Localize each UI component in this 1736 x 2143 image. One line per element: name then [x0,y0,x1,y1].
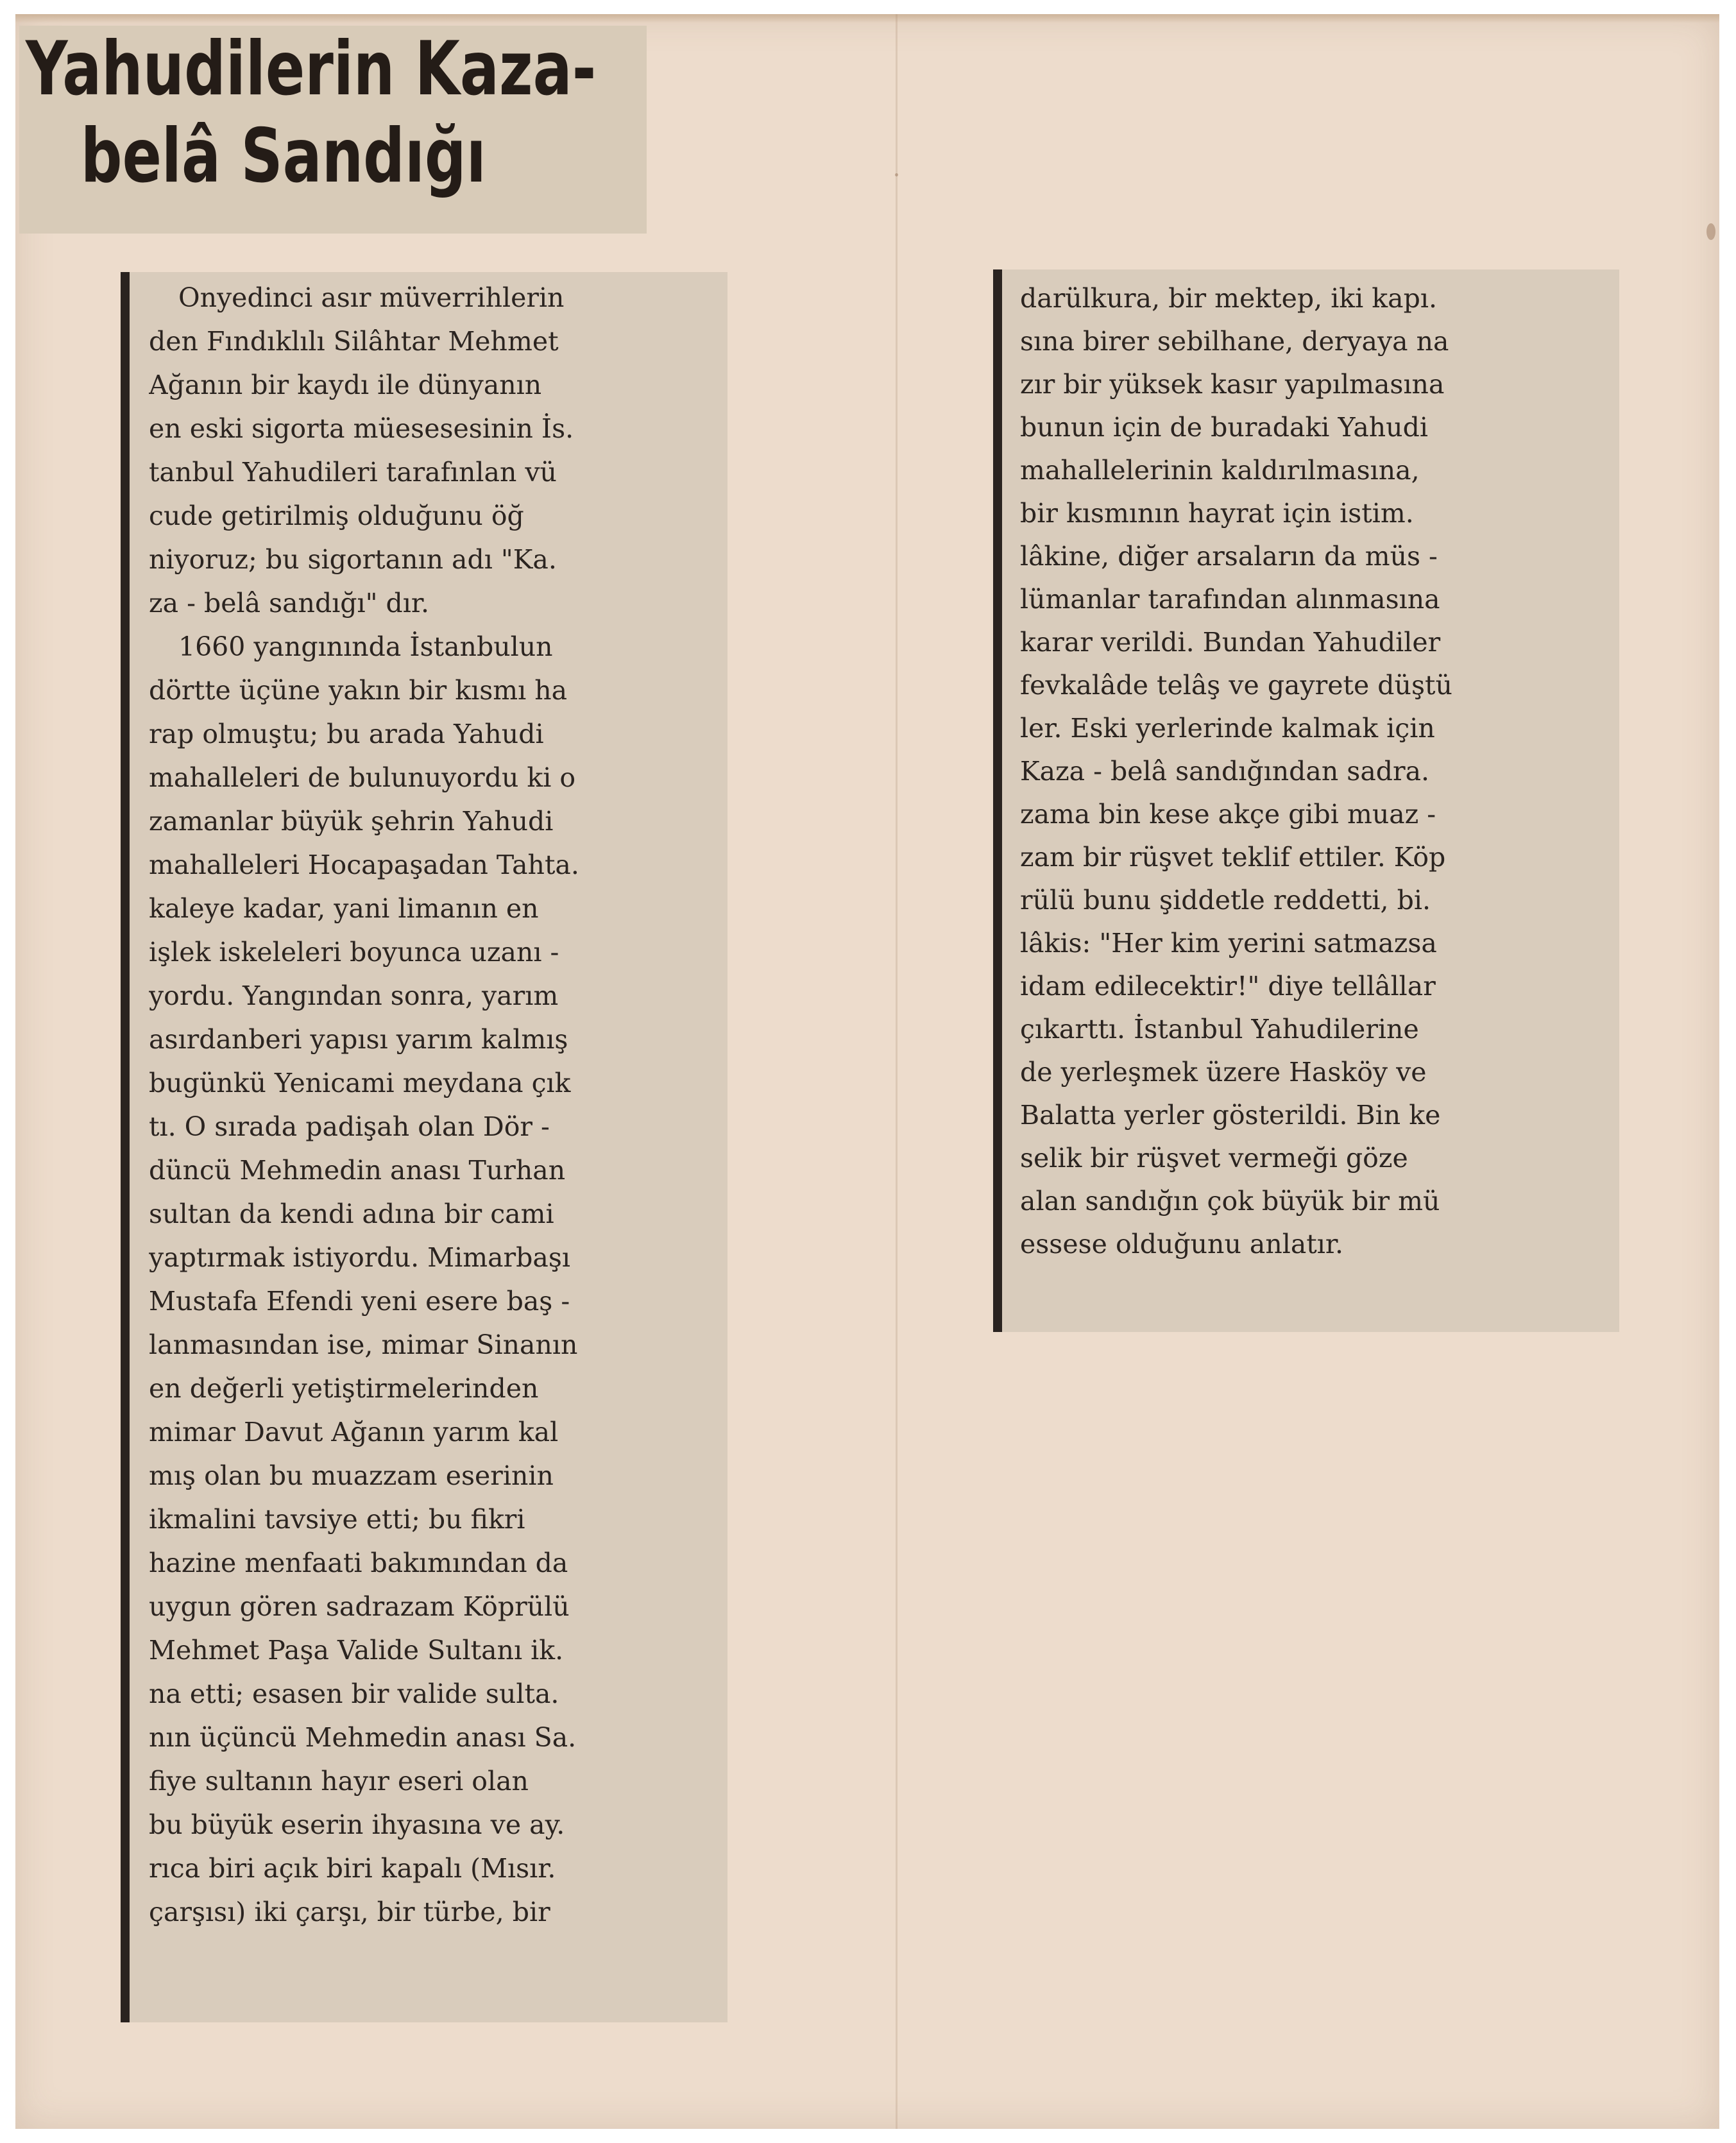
text-line: nın üçüncü Mehmedin anası Sa. [149,1722,577,1753]
text-line: asırdanberi yapısı yarım kalmış [149,1024,568,1055]
text-line: çıkarttı. İstanbul Yahudilerine [1020,1014,1419,1045]
left-column-clipping [121,272,728,2022]
text-line: rap olmuştu; bu arada Yahudi [149,719,544,749]
text-line: fevkalâde telâş ve gayrete düştü [1020,670,1452,701]
text-line: en eski sigorta müesesesinin İs. [149,413,574,444]
ink-stain [1706,223,1715,240]
text-line: sına birer sebilhane, deryaya na [1020,326,1449,357]
text-line: lanmasından ise, mimar Sinanın [149,1329,578,1360]
text-line: kaleye kadar, yani limanın en [149,893,539,924]
text-line: uygun gören sadrazam Köprülü [149,1591,570,1622]
text-line: selik bir rüşvet vermeği göze [1020,1143,1408,1174]
text-line: mahalleleri de bulunuyordu ki o [149,762,576,793]
text-line: lâkine, diğer arsaların da müs - [1020,541,1438,572]
headline-clipping [19,26,647,234]
text-line: zır bir yüksek kasır yapılmasına [1020,369,1445,400]
text-line: niyoruz; bu sigortanın adı "Ka. [149,544,557,575]
text-line: lümanlar tarafından alınmasına [1020,584,1440,615]
text-line: hazine menfaati bakımından da [149,1548,568,1578]
text-line: zamanlar büyük şehrin Yahudi [149,806,554,837]
left-column-text [149,276,707,1934]
text-line: cude getirilmiş olduğunu öğ [149,500,524,531]
text-line: bir kısmının hayrat için istim. [1020,498,1414,529]
text-line: mimar Davut Ağanın yarım kal [149,1417,559,1447]
text-line: bu büyük eserin ihyasına ve ay. [149,1809,565,1840]
ink-speck [895,173,898,176]
text-line: den Fındıklılı Silâhtar Mehmet [149,326,559,357]
text-line: Kaza - belâ sandığından sadra. [1020,756,1430,787]
column-rule [993,269,1002,1332]
paper-fold-line [896,14,898,2129]
text-line: idam edilecektir!" diye tellâllar [1020,971,1436,1002]
text-line: zam bir rüşvet teklif ettiler. Köp [1020,842,1446,873]
text-line: ler. Eski yerlerinde kalmak için [1020,713,1435,744]
text-line: sultan da kendi adına bir cami [149,1199,554,1229]
text-line: mış olan bu muazzam eserinin [149,1460,554,1491]
text-line: Mustafa Efendi yeni esere baş - [149,1286,570,1317]
text-line: Mehmet Paşa Valide Sultanı ik. [149,1635,564,1666]
text-line: Balatta yerler gösterildi. Bin ke [1020,1100,1441,1131]
text-line: zama bin kese akçe gibi muaz - [1020,799,1436,830]
column-rule [121,272,130,2022]
right-column-text [1020,277,1597,1266]
article-headline [26,26,596,200]
text-line: mahalleleri Hocapaşadan Tahta. [149,850,579,880]
text-line: en değerli yetiştirmelerinden [149,1373,539,1404]
text-line: yaptırmak istiyordu. Mimarbaşı [149,1242,571,1273]
paper-top-edge [15,14,1719,23]
text-line: düncü Mehmedin anası Turhan [149,1155,566,1186]
text-line: fiye sultanın hayır eseri olan [149,1766,529,1797]
text-line: bunun için de buradaki Yahudi [1020,412,1428,443]
text-line: yordu. Yangından sonra, yarım [149,980,559,1011]
text-line: işlek iskeleleri boyunca uzanı - [149,937,559,968]
text-line: rıca biri açık biri kapalı (Mısır. [149,1853,556,1884]
text-line: tanbul Yahudileri tarafınlan vü [149,457,557,488]
text-line: karar verildi. Bundan Yahudiler [1020,627,1441,658]
text-line: 1660 yangınında İstanbulun [178,631,553,662]
text-line: essese olduğunu anlatır. [1020,1229,1344,1259]
text-line: lâkis: "Her kim yerini satmazsa [1020,928,1437,959]
headline-line-1: Yahudilerin Kaza- [26,26,597,112]
text-line: tı. O sırada padişah olan Dör - [149,1111,550,1142]
text-line: rülü bunu şiddetle reddetti, bi. [1020,885,1431,916]
text-line: na etti; esasen bir valide sulta. [149,1678,559,1709]
text-line: alan sandığın çok büyük bir mü [1020,1186,1440,1217]
headline-line-2: belâ Sandığı [80,113,486,200]
text-line: Onyedinci asır müverrihlerin [178,282,565,313]
text-line: za - belâ sandığı" dır. [149,588,430,619]
right-column-clipping [993,269,1619,1332]
text-line: dörtte üçüne yakın bir kısmı ha [149,675,568,706]
text-line: bugünkü Yenicami meydana çık [149,1068,571,1098]
text-line: ikmalini tavsiye etti; bu fikri [149,1504,525,1535]
text-line: Ağanın bir kaydı ile dünyanın [149,370,542,400]
text-line: darülkura, bir mektep, iki kapı. [1020,283,1437,314]
text-line: mahallelerinin kaldırılmasına, [1020,455,1420,486]
text-line: de yerleşmek üzere Hasköy ve [1020,1057,1427,1088]
text-line: çarşısı) iki çarşı, bir türbe, bir [149,1897,550,1927]
